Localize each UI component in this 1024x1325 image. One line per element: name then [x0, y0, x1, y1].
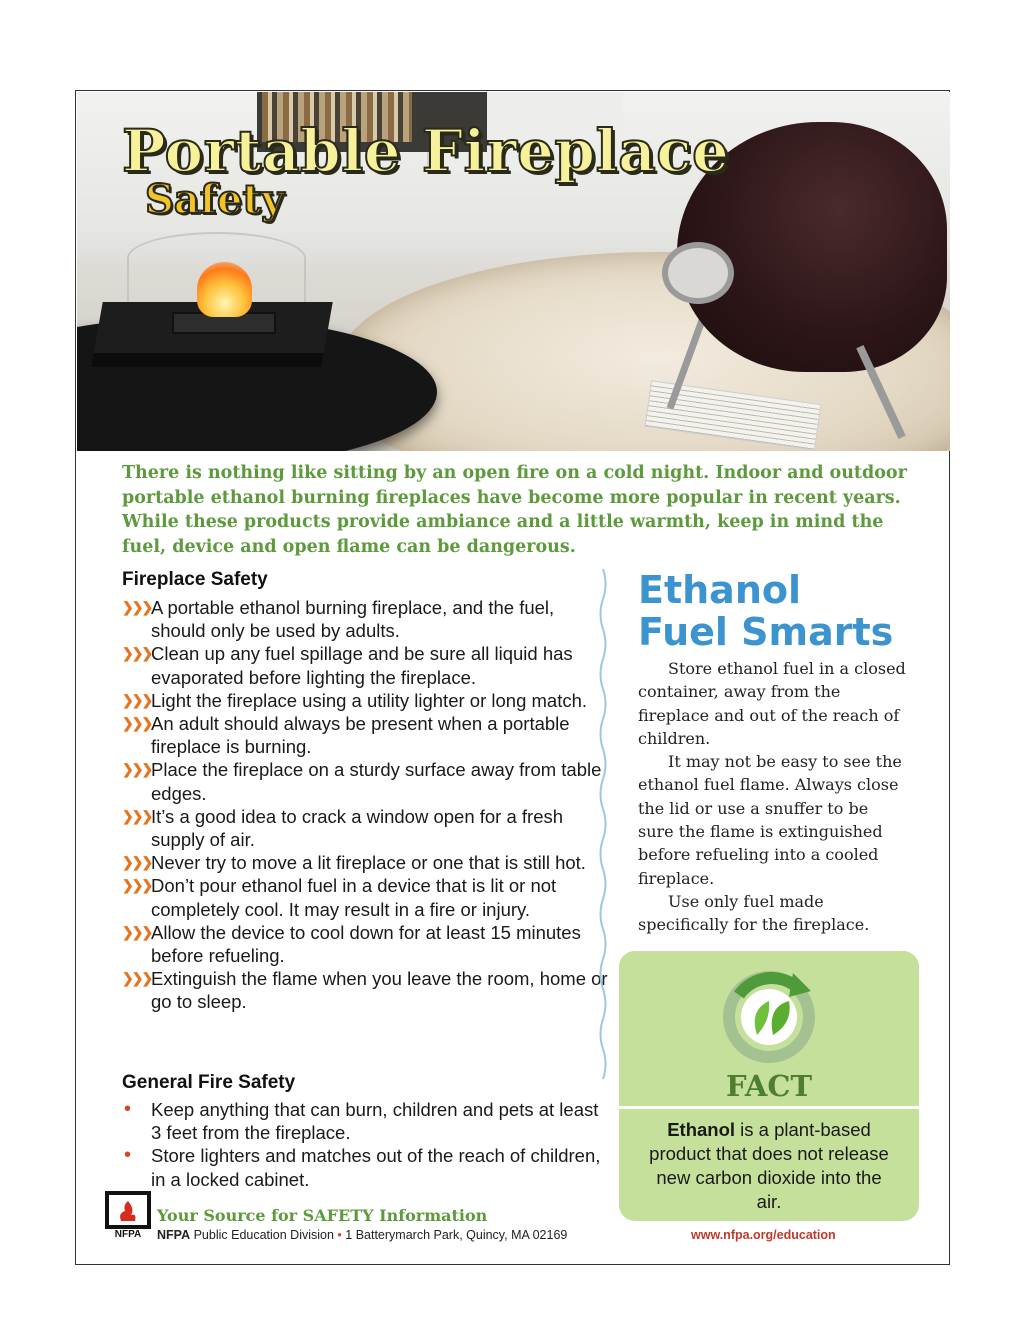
list-item: • Store lighters and matches out of the reach of children, in a locked cabinet.	[124, 1144, 601, 1190]
chevron-triple-bullet-icon: ❯❯❯	[122, 691, 152, 708]
wavy-divider	[596, 569, 610, 1079]
dot-bullet-icon: •	[124, 1098, 132, 1120]
chevron-triple-bullet-icon: ❯❯❯	[122, 715, 152, 732]
ethanol-fuel-smarts-body	[638, 657, 908, 937]
chevron-triple-bullet-icon: ❯❯❯	[122, 877, 152, 894]
fact-text: Ethanol is a plant-based product that does not release new carbon dioxide into the air.	[649, 1119, 889, 1212]
chevron-triple-bullet-icon: ❯❯❯	[122, 970, 152, 987]
hero-photo	[77, 92, 950, 451]
paragraph: It may not be easy to see the ethanol fuel flame. Always close the lid or use a snuffer to be sure the flame is extinguished before refueling into a cooled fireplace.	[638, 752, 902, 888]
general-fire-safety-heading: General Fire Safety	[122, 1072, 296, 1093]
general-fire-safety-list	[122, 1098, 612, 1191]
list-item: • Keep anything that can burn, children and pets at least 3 feet from the fireplace.	[124, 1098, 599, 1144]
dot-bullet-icon: •	[124, 1144, 132, 1167]
footer-url-link[interactable]: www.nfpa.org/education	[691, 1228, 836, 1242]
chevron-triple-bullet-icon: ❯❯❯	[122, 923, 152, 940]
page-title: Portable Fireplace	[122, 117, 730, 185]
fireplace-safety-heading: Fireplace Safety	[122, 569, 268, 590]
list-item: ❯❯❯ Never try to move a lit fireplace or one that is still hot.	[122, 852, 586, 874]
chevron-triple-bullet-icon: ❯❯❯	[122, 854, 152, 871]
list-item: ❯❯❯ Place the fireplace on a sturdy surface away from table edges.	[122, 759, 602, 804]
paragraph: Store ethanol fuel in a closed container, away from the fireplace and out of the reach of children.	[638, 659, 906, 748]
list-item: ❯❯❯ Extinguish the flame when you leave the room, home or go to sleep.	[122, 968, 608, 1013]
list-item: ❯❯❯ It’s a good idea to crack a window open for a fresh supply of air.	[122, 805, 564, 851]
fact-label: FACT	[725, 1069, 813, 1103]
nfpa-logo-icon	[105, 1191, 151, 1239]
chevron-triple-bullet-icon: ❯❯❯	[122, 807, 152, 824]
list-item: ❯❯❯ An adult should always be present when a portable fireplace is burning.	[122, 713, 570, 758]
leaf-cycle-icon	[719, 965, 819, 1065]
paragraph: Use only fuel made specifically for the fireplace.	[638, 891, 870, 935]
fireplace-safety-list	[122, 596, 612, 1014]
list-item: ❯❯❯ Clean up any fuel spillage and be sure all liquid has evaporated before lighting the fireplace.	[122, 643, 573, 688]
svg-text:NFPA: NFPA	[114, 1229, 142, 1239]
footer-address: NFPA Public Education Division • 1 Batterymarch Park, Quincy, MA 02169	[157, 1228, 568, 1242]
flyer-page	[75, 90, 950, 1265]
intro-paragraph: There is nothing like sitting by an open fire on a cold night. Indoor and outdoor portable ethanol burning fireplaces have become more popular in recent years. While these products provide ambiance and a little warmth, keep in mind the fuel, device and open flame can be dangerous.	[122, 463, 907, 557]
list-item: ❯❯❯ Don’t pour ethanol fuel in a device that is lit or not completely cool. It may result in a fire or injury.	[122, 875, 557, 920]
list-item: ❯❯❯ Allow the device to cool down for at least 15 minutes before refueling.	[122, 921, 581, 967]
list-item: ❯❯❯ Light the fireplace using a utility lighter or long match.	[122, 689, 588, 711]
list-item: ❯❯❯ A portable ethanol burning fireplace, and the fuel, should only be used by adults.	[122, 597, 555, 642]
fact-box	[619, 951, 919, 1221]
footer-tagline: Your Source for SAFETY Information	[157, 1206, 488, 1225]
chevron-triple-bullet-icon: ❯❯❯	[122, 761, 152, 778]
chevron-triple-bullet-icon: ❯❯❯	[122, 599, 152, 615]
ethanol-fuel-smarts-heading: Ethanol Fuel Smarts	[638, 568, 894, 654]
page-subtitle: Safety	[145, 176, 285, 223]
chevron-triple-bullet-icon: ❯❯❯	[122, 645, 152, 662]
